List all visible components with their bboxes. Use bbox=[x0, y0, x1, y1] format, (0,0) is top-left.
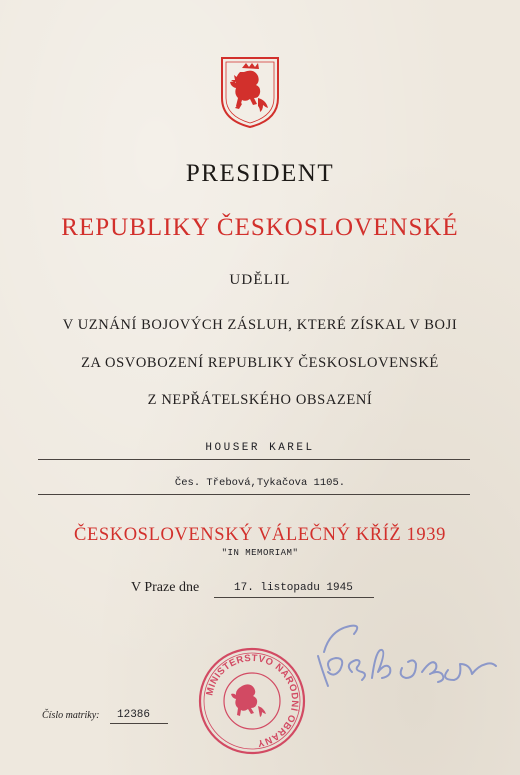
subheading: REPUBLIKY ČESKOSLOVENSKÉ bbox=[61, 214, 459, 241]
reason-line-3: Z NEPŘÁTELSKÉHO OBSAZENÍ bbox=[147, 392, 373, 408]
place-label: V Praze dne bbox=[131, 580, 200, 595]
name-rule bbox=[38, 459, 470, 460]
address-rule bbox=[38, 494, 470, 495]
matrix-number: 12386 bbox=[117, 709, 151, 721]
reason-line-1: V UZNÁNÍ BOJOVÝCH ZÁSLUH, KTERÉ ZÍSKAL V BOJI bbox=[62, 317, 458, 333]
award-title: ČESKOSLOVENSKÝ VÁLEČNÝ KŘÍŽ 1939 bbox=[74, 525, 446, 545]
matrix-rule bbox=[110, 723, 168, 724]
recipient-name: HOUSER KAREL bbox=[205, 442, 315, 454]
award-note: "IN MEMORIAM" bbox=[221, 548, 299, 558]
reason-line-2: ZA OSVOBOZENÍ REPUBLIKY ČESKOSLOVENSKÉ bbox=[81, 355, 439, 371]
issue-date: 17. listopadu 1945 bbox=[234, 582, 353, 594]
granted-text: UDĚLIL bbox=[229, 272, 291, 288]
heading: PRESIDENT bbox=[185, 160, 335, 187]
date-rule bbox=[214, 597, 374, 598]
recipient-address: Čes. Třebová,Tykačova 1105. bbox=[174, 477, 346, 489]
matrix-label: Číslo matriky: bbox=[42, 710, 100, 721]
ministry-stamp bbox=[192, 646, 312, 756]
signature-image bbox=[290, 612, 510, 692]
coat-of-arms-icon bbox=[218, 54, 282, 130]
stamp-text: MINISTERSTVO NÁRODNÍ OBRANY bbox=[204, 652, 301, 749]
